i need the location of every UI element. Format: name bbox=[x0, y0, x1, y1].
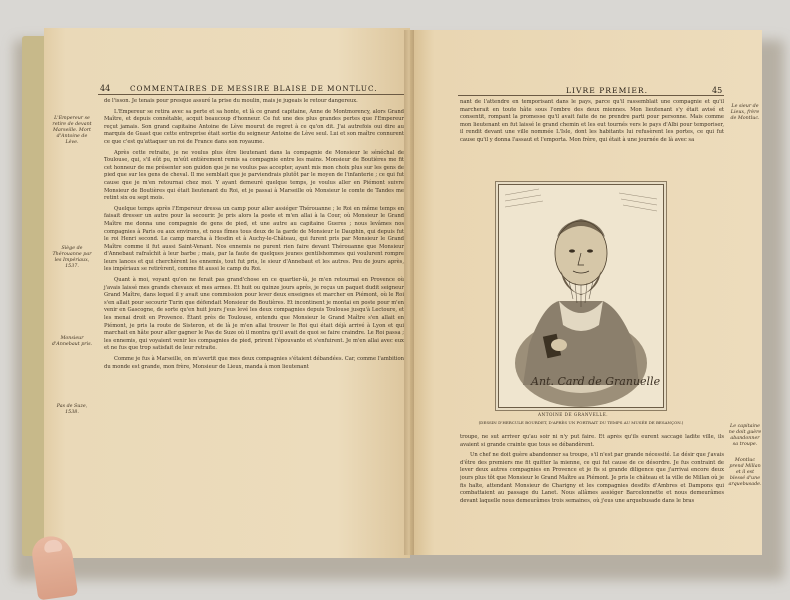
paragraph: nant de l'attendre en temporisant dans le pays, parce qu'il rassemblait une compagnie et qu'il marcherait en toute hâte sous l'ombre des deux miennes. Mon lieutenant s'y était avisé et consentit, rompant la promesse qu'il avait faite de ne prendre parti pour personne. Mais comme mon lieutenant en fut laissé le grand chemin et les eut tournés vers le pays d'Albi pour temporiser, il rendit devant une ville nommée L'Isle, dont les habitants lui refusèrent les portes, ce qui fut cause qu'il y donna l'assaut et l'emporta. Mon frère, qui était à une journée de là avec sa bbox=[460, 99, 724, 143]
paragraph: L'Empereur se retira avec sa perte et sa honte, et là ce grand capitaine, Anne de Montmorency, alors Grand Maître, et depuis connétable, acquit beaucoup d'honneur. Ce fut une des plus grandes pertes que l'Empereur reçut jamais. Son grand capitaine Antoine de Lève mourut de regret à ce qu'on dit. J'ai autrefois oui dire au marquis de Guast que cette entreprise était sortie du seigneur Antoine de Lève seul. Lui et son maître connurent ce que c'est qu'attaquer un roi de France dans son royaume. bbox=[104, 108, 404, 145]
right-body-bottom bbox=[460, 434, 724, 546]
right-running-head: LIVRE PREMIER. bbox=[566, 86, 649, 95]
margin-note: Le capitaine ne doit guère abandonner sa troupe. bbox=[728, 424, 762, 447]
plate-caption: ANTOINE DE GRANVELLE. bbox=[538, 412, 609, 417]
portrait-plate bbox=[498, 184, 664, 408]
paragraph: Quelque temps après l'Empereur dressa un camp pour aller assiéger Thérouanne ; le Roi en même temps en faisait dresser un autre pour la secourir. Je pris alors la poste et m'en allai à la Cour, où Monsieur le Grand Maître me donna une compagnie de gens de pied, et une autre au capitaine Gueres ; nous levâmes nos compagnies à Paris ou aux environs, et nous fîmes tous deux de la garde de Monsieur le Dauphin, qui depuis fut le roi Henri second. Le camp marcha à Hesdin et à Auchy-le-Château, qui furent pris par Monsieur le Grand Maître comme il fut aussi Saint-Venant. Nos ennemis ne purent rien faire devant Thérouanne que Monsieur d'Annebaut rafraîchit à leur barbe ; mais, par la faute de quelques jeunes gentilshommes qui voulurent rompre leurs lances et qui cherchèrent les ennemis, tout fut pris, le sieur d'Annebaut et les autres. Peu de jours après, les impériaux se retirèrent, comme fit aussi le camp du Roi. bbox=[104, 205, 404, 273]
paragraph: Comme je fus à Marseille, on m'avertit que mes deux compagnies s'étaient débandées. Car, comme l'ambition du monde est grande, mon frère, Monsieur de Lieux, manda à mon lieutenant bbox=[104, 356, 404, 370]
margin-note: Monsieur d'Annebaut pris. bbox=[51, 336, 93, 347]
book-gutter bbox=[404, 30, 414, 555]
plate-signature: Ant. Card de Granuelle bbox=[531, 375, 661, 388]
margin-note: Le sieur de Lieux, frère de Montluc. bbox=[730, 104, 760, 121]
paragraph: Un chef ne doit guère abandonner sa troupe, s'il n'est par grande nécessité. Le désir que j'avais d'être des premiers me fit quitter la mienne, ce qui fut cause de ce désordre. Je fus contraint de lever deux autres compagnies en Provence et je fis si grande diligence que j'arrivai encore deux jours plus tôt que Monsieur le Grand Maître au Piémont. Je pris le château et la ville de Millan où je fis halte, attendant Monsieur de Charigny et les compagnies desdits d'Ambres et Dampons qui combattaient au passage du Lanet. Nous allâmes assiéger Barcelonnette et nous demeurâmes devant laquelle nous demeurâmes trois semaines, où j'eus une arquebusade dans le bras bbox=[460, 452, 724, 504]
paragraph: Quant à moi, voyant qu'on ne ferait pas grand'chose en ce quartier-là, je m'en retournai en Provence où j'avais laissé mes grands chevaux et mes armes. Et huit ou quinze jours après, je reçus un paquet dudit seigneur Grand Maître, dans lequel il y avait une commission pour lever deux enseignes et marcher en Piémont, où le Roi s'en allait pour secourir Turin que défendait Monsieur de Boutières. Et incontinent je montai en poste pour m'en venir en Gascogne, de sorte qu'en huit jours j'eus levé les deux compagnies depuis Toulouse jusqu'à Lectoure, et les menai droit en Provence. Étant près de Toulouse, entendu que Monsieur le Grand Maître s'en allait en Piémont, je pris la route de Sisteron, et de là je m'en allai trouver le Roi qui était déjà arrivé à Lyon et qui marchait en hâte pour aller gagner le Pas de Suze où il montra qu'il avait de quoi se faire craindre. Le Roi passa ; les ennemis, qui voyaient venir les compagnies de pied, prirent l'épouvante et s'enfuirent. Je m'en allai avec eux et ne fus que trop satisfait de leur retraite. bbox=[104, 277, 404, 352]
left-body-text bbox=[104, 98, 404, 554]
left-head-rule bbox=[98, 94, 404, 95]
right-body-top bbox=[460, 99, 724, 167]
paragraph: Après cette retraite, je ne voulus plus être lieutenant dans la compagnie de Monsieur le sénéchal de Toulouse, qui, s'il eût pu, m'eût entièrement remis sa compagnie entre les mains. Monsieur de Boutières me fit cet honneur de me présenter son guidon que je ne voulus pas accepter, ayant mis mon choix plus sur les gens de pied que sur les gens de cheval. Il me semblait que je parviendrais plutôt par le moyen de l'infanterie ; ce qui fut cause que je m'en retournai chez moi. Y ayant demeuré quelque temps, je voulus aller en Piémont suivre Monsieur de Boutières qui était lieutenant du Roi, et je passai à Marseille où Monsieur le comte de Tandes me retint six ou sept mois. bbox=[104, 149, 404, 202]
margin-note: L'Empereur se retire de devant Marseille. Mort d'Antoine de Lève. bbox=[52, 116, 92, 145]
plate-credit: (DESSIN D'HERCULE BOURDET, D'APRÈS UN PORTRAIT DU TEMPS AU MUSÉE DE BESANÇON.) bbox=[478, 420, 684, 425]
paragraph: troupe, ne sut arriver qu'au soir ni n'y put faire. Et après qu'ils eurent saccagé ladite ville, ils avaient si grande crainte que tous se débandèrent. bbox=[460, 434, 724, 448]
margin-note: Siège de Thérouanne par les Impériaux, 1537. bbox=[52, 246, 92, 269]
margin-note: Montluc prend Millan et il est blessé d'une arquebusade. bbox=[728, 458, 762, 487]
portrait-engraving bbox=[499, 185, 663, 407]
margin-note: Pas de Suze, 1538. bbox=[56, 404, 88, 415]
right-head-rule bbox=[458, 95, 724, 96]
paragraph: de l'isson. Je tenais pour presque assuré la prise du moulin, mais je jugeais le retour dangereux. bbox=[104, 98, 358, 104]
right-page-number: 45 bbox=[712, 86, 723, 95]
left-page-number: 44 bbox=[100, 84, 111, 93]
left-running-head: COMMENTAIRES DE MESSIRE BLAISE DE MONTLUC. bbox=[130, 84, 378, 93]
